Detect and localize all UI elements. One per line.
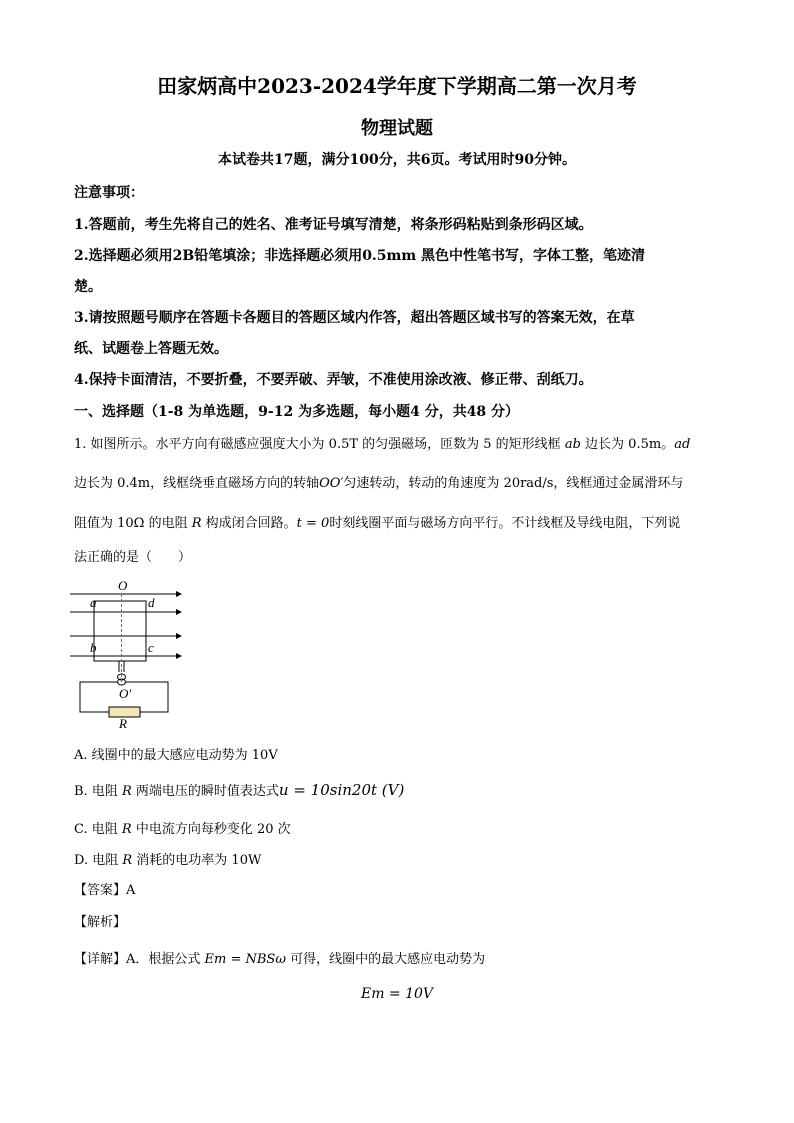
detail-line (74, 948, 485, 967)
note-3a: 3.请按照题号顺序在答题卡各题目的答题区域内作答，超出答题区域书写的答案无效，在草 (74, 310, 635, 326)
note-4: 4.保持卡面清洁，不要折叠，不要弄破、弄皱，不准使用涂改液、修正带、刮纸刀。 (74, 372, 593, 388)
q1-text: 1. 如图所示。水平方向有磁感应强度大小为 0.5T 的匀强磁场，匝数为 5 的矩形线框 (74, 437, 565, 452)
option-c-text: C. 电阻 (74, 822, 122, 837)
option-c-text: 中电流方向每秒变化 20 次 (131, 822, 291, 837)
analysis-label: 【解析】 (74, 915, 127, 930)
question-1-line-4: 法正确的是（ ） (74, 550, 192, 565)
result-formula: Em = 10V (360, 986, 434, 1002)
exam-info: 本试卷共17题，满分100分，共6页。考试用时90分钟。 (218, 152, 576, 168)
option-b (74, 780, 404, 799)
note-2a: 2.选择题必须用2B铅笔填涂；非选择题必须用0.5mm 黑色中性笔书写，字体工整，笔迹清 (74, 248, 646, 264)
note-2b: 楚。 (74, 279, 102, 295)
note-3b: 纸、试题卷上答题无效。 (74, 341, 228, 357)
option-d-text: D. 电阻 (74, 853, 123, 868)
detail-text: 【详解】A．根据公式 (74, 952, 205, 967)
label-o-prime: O′ (119, 686, 132, 701)
option-c-r: R (121, 822, 132, 837)
q1-text: 构成闭合回路。 (201, 516, 297, 531)
option-d-r: R (122, 853, 133, 868)
section-1-heading: 一、选择题（1-8 为单选题，9-12 为多选题，每小题4 分，共48 分） (74, 404, 520, 420)
option-b-r: R (121, 784, 132, 799)
q1-text: 匀速转动，转动的角速度为 20rad/s，线框通过金属滑环与 (343, 476, 684, 491)
notes-heading: 注意事项： (74, 185, 144, 201)
option-b-text: B. 电阻 (74, 784, 122, 799)
exam-subtitle: 物理试题 (361, 118, 433, 139)
q1-r: R (191, 516, 202, 531)
detail-text: 可得，线圈中的最大感应电动势为 (285, 952, 486, 967)
answer-label: 【答案】A (74, 883, 136, 898)
option-b-formula: u = 10sin20t (V) (278, 781, 405, 799)
label-c: c (148, 640, 154, 655)
label-r: R (119, 716, 127, 731)
q1-text: 阻值为 10Ω 的电阻 (74, 516, 192, 531)
coil-circuit-figure (64, 576, 184, 731)
option-b-text: 两端电压的瞬时值表达式 (131, 784, 279, 799)
question-1-line-3 (74, 512, 680, 531)
q1-ab: ab (564, 437, 581, 452)
q1-text: 边长为 0.4m，线框绕垂直磁场方向的转轴 (74, 476, 320, 491)
label-a: a (90, 595, 97, 610)
question-1-line-2 (74, 472, 683, 491)
q1-t0: t = 0 (296, 516, 330, 531)
option-d-text: 消耗的电功率为 10W (132, 853, 262, 868)
q1-text: 时刻线圈平面与磁场方向平行。不计线框及导线电阻，下列说 (329, 516, 681, 531)
exam-title: 田家炳高中2023-2024学年度下学期高二第一次月考 (157, 74, 637, 98)
option-d (74, 849, 261, 868)
note-1: 1.答题前，考生先将自己的姓名、准考证号填写清楚，将条形码粘贴到条形码区域。 (74, 217, 593, 233)
q1-ad: ad (674, 437, 691, 452)
q1-text: 边长为 0.5m。 (580, 437, 675, 452)
q1-axis: OO′ (319, 476, 344, 491)
detail-formula: Em = NBSω (204, 952, 286, 967)
label-d: d (148, 595, 155, 610)
label-b: b (90, 640, 97, 655)
question-1-line-1 (74, 433, 690, 452)
option-c (74, 818, 291, 837)
label-o: O (118, 578, 128, 593)
option-a: A. 线圈中的最大感应电动势为 10V (74, 748, 278, 763)
